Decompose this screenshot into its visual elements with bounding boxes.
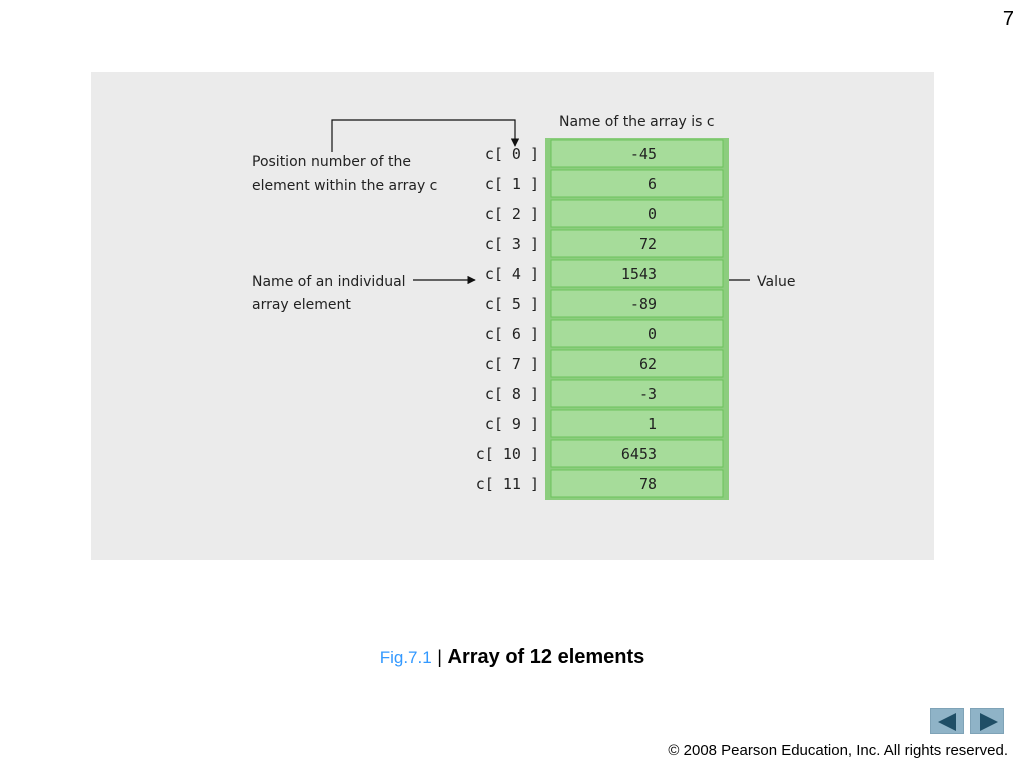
caption-separator: | [437,647,442,667]
array-index-label: c[ 10 ] [475,445,539,463]
array-cell [551,350,723,377]
array-index-label: c[ 1 ] [484,175,539,193]
array-cell-value: -3 [638,385,657,403]
left-triangle-icon [931,709,965,735]
previous-slide-button[interactable] [930,708,964,734]
value-label: Value [757,274,796,290]
array-index-label: c[ 3 ] [484,235,539,253]
array-cell [551,380,723,407]
element-label-line1: Name of an individual [252,274,406,290]
array-index-label: c[ 0 ] [484,145,539,163]
array-cell-value: -45 [629,145,657,163]
array-index-label: c[ 6 ] [484,325,539,343]
figure-title: Array of 12 elements [447,646,645,668]
figure-panel [91,72,934,560]
array-cell-value: -89 [629,295,657,313]
array-cell-value: 6 [647,175,657,193]
array-cell [551,230,723,257]
page-number: 7 [1002,8,1014,30]
array-index-label: c[ 2 ] [484,205,539,223]
position-label-line1: Position number of the [252,154,411,170]
right-triangle-icon [971,709,1005,735]
array-cell [551,410,723,437]
array-index-label: c[ 5 ] [484,295,539,313]
array-index-label: c[ 4 ] [484,265,539,283]
array-diagram [91,72,934,560]
array-index-label: c[ 11 ] [475,475,539,493]
array-index-label: c[ 8 ] [484,385,539,403]
next-slide-button[interactable] [970,708,1004,734]
slide-navigation [930,708,1004,734]
array-cell-value: 1 [647,415,657,433]
array-cell-value: 1543 [620,265,657,283]
figure-label: Fig.7.1 [379,648,432,667]
array-cell-value: 6453 [620,445,657,463]
array-cells [476,138,729,500]
array-cell [551,200,723,227]
element-label-line2: array element [252,297,351,313]
array-cell-value: 0 [647,325,657,343]
copyright-notice: © 2008 Pearson Education, Inc. All rights reserved. [668,742,1008,759]
array-index-label: c[ 7 ] [484,355,539,373]
array-cell-value: 78 [638,475,657,493]
array-cell-value: 0 [647,205,657,223]
array-name-label: Name of the array is c [559,114,715,130]
array-cell-value: 72 [638,235,657,253]
array-cell [551,320,723,347]
array-cell [551,170,723,197]
array-cell [551,470,723,497]
figure-caption [0,646,1024,669]
array-index-label: c[ 9 ] [484,415,539,433]
array-cell-value: 62 [638,355,657,373]
position-label-line2: element within the array c [252,178,438,194]
